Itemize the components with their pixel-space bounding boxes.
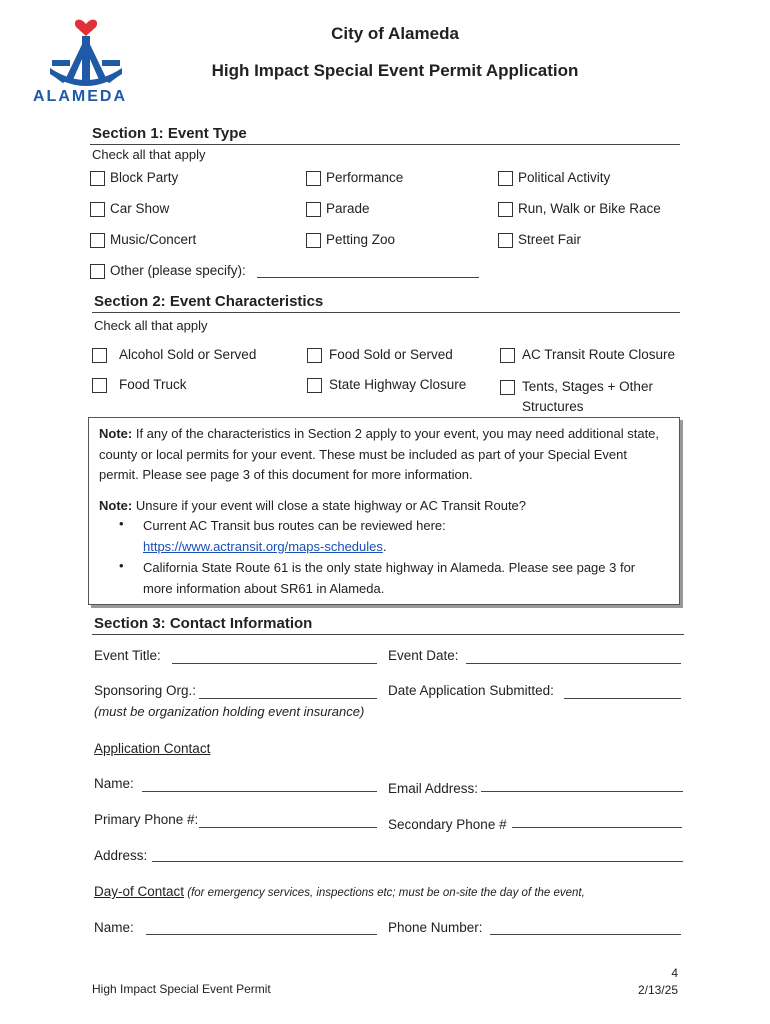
section3-heading: Section 3: Contact Information [94, 615, 313, 632]
checkbox-car-show[interactable]: Car Show [90, 201, 169, 217]
section2-instruction: Check all that apply [94, 318, 208, 333]
section2-heading: Section 2: Event Characteristics [94, 293, 324, 310]
note-bullet-2: California State Route 61 is the only state highway in Alameda. Please see page 3 for more information about SR61 in Alameda. [143, 560, 636, 596]
email-label: Email Address: [388, 781, 479, 796]
primary-phone-label: Primary Phone #: [94, 812, 199, 827]
date-submitted-field[interactable] [564, 686, 681, 699]
checkbox-food-truck[interactable]: Food Truck [92, 377, 187, 393]
checkbox-icon[interactable] [307, 348, 322, 363]
day-of-name-label: Name: [94, 920, 134, 935]
checkbox-icon[interactable] [306, 233, 321, 248]
page-number: 4 [671, 966, 678, 980]
revision-date: 2/13/25 [637, 983, 678, 997]
address-field[interactable] [152, 849, 683, 862]
checkbox-icon[interactable] [498, 233, 513, 248]
checkbox-other[interactable]: Other (please specify): [90, 263, 246, 279]
checkbox-icon[interactable] [90, 171, 105, 186]
email-field[interactable] [481, 779, 683, 792]
checkbox-performance[interactable]: Performance [306, 170, 403, 186]
checkbox-food-sold[interactable]: Food Sold or Served [307, 347, 453, 363]
checkbox-icon[interactable] [500, 348, 515, 363]
phone-number-label: Phone Number: [388, 920, 483, 935]
phone-number-field[interactable] [490, 922, 681, 935]
actransit-link[interactable]: https://www.actransit.org/maps-schedules [143, 538, 383, 554]
checkbox-music-concert[interactable]: Music/Concert [90, 232, 196, 248]
checkbox-icon[interactable] [92, 378, 107, 393]
other-specify-field[interactable] [257, 265, 479, 278]
checkbox-tents-stages[interactable]: Tents, Stages + Other Structures [500, 377, 670, 417]
checkbox-icon[interactable] [90, 233, 105, 248]
checkbox-street-fair[interactable]: Street Fair [498, 232, 581, 248]
day-of-name-field[interactable] [146, 922, 377, 935]
checkbox-icon[interactable] [92, 348, 107, 363]
footer-title: High Impact Special Event Permit [92, 982, 271, 996]
application-contact-heading: Application Contact [94, 741, 211, 756]
checkbox-political-activity[interactable]: Political Activity [498, 170, 610, 186]
section1-heading: Section 1: Event Type [92, 125, 247, 142]
day-of-contact-heading: Day-of Contact (for emergency services, inspections etc; must be on-site the day of the event, [94, 884, 585, 899]
logo-text: ALAMEDA [33, 88, 127, 105]
note-paragraph-1: Note: If any of the characteristics in Section 2 apply to your event, you may need additional state, county or local permits for your event. These must be included as part of your Special Event permit. Please see page 3 of this document for more information. [99, 426, 660, 482]
checkbox-petting-zoo[interactable]: Petting Zoo [306, 232, 395, 248]
note-paragraph-2: Note: Unsure if your event will close a state highway or AC Transit Route? [99, 498, 527, 513]
bullet-icon: • [119, 558, 124, 573]
note-box [88, 417, 680, 605]
checkbox-icon[interactable] [90, 202, 105, 217]
checkbox-icon[interactable] [306, 202, 321, 217]
checkbox-icon[interactable] [90, 264, 105, 279]
section3-rule [92, 634, 684, 635]
checkbox-alcohol[interactable]: Alcohol Sold or Served [92, 347, 256, 363]
name-field[interactable] [142, 779, 377, 792]
address-label: Address: [94, 848, 148, 863]
name-label: Name: [94, 776, 134, 791]
checkbox-parade[interactable]: Parade [306, 201, 370, 217]
checkbox-state-highway-closure[interactable]: State Highway Closure [307, 377, 466, 393]
event-date-field[interactable] [466, 651, 681, 664]
sponsoring-org-field[interactable] [199, 686, 377, 699]
footer-page-info [638, 965, 678, 999]
checkbox-ac-transit-closure[interactable]: AC Transit Route Closure [500, 347, 675, 363]
section1-rule [90, 144, 680, 145]
sponsoring-org-label: Sponsoring Org.: [94, 683, 197, 698]
checkbox-icon[interactable] [306, 171, 321, 186]
section1-instruction: Check all that apply [92, 147, 206, 162]
secondary-phone-field[interactable] [512, 815, 682, 828]
page-title: City of Alameda [331, 24, 459, 43]
checkbox-run-walk-bike[interactable]: Run, Walk or Bike Race [498, 201, 661, 217]
org-note: (must be organization holding event insurance) [94, 704, 365, 719]
secondary-phone-label: Secondary Phone # [388, 817, 507, 832]
checkbox-icon[interactable] [307, 378, 322, 393]
section2-rule [92, 312, 680, 313]
checkbox-icon[interactable] [500, 380, 515, 395]
bullet-icon: • [119, 516, 124, 531]
event-date-label: Event Date: [388, 648, 459, 663]
date-submitted-label: Date Application Submitted: [388, 683, 554, 698]
checkbox-icon[interactable] [498, 171, 513, 186]
primary-phone-field[interactable] [199, 815, 377, 828]
event-title-label: Event Title: [94, 648, 161, 663]
page-subtitle: High Impact Special Event Permit Application [211, 61, 579, 80]
checkbox-icon[interactable] [498, 202, 513, 217]
note-bullet-1: Current AC Transit bus routes can be reviewed here: https://www.actransit.org/maps-schedules. [143, 518, 446, 554]
event-title-field[interactable] [172, 651, 377, 664]
checkbox-block-party[interactable]: Block Party [90, 170, 178, 186]
